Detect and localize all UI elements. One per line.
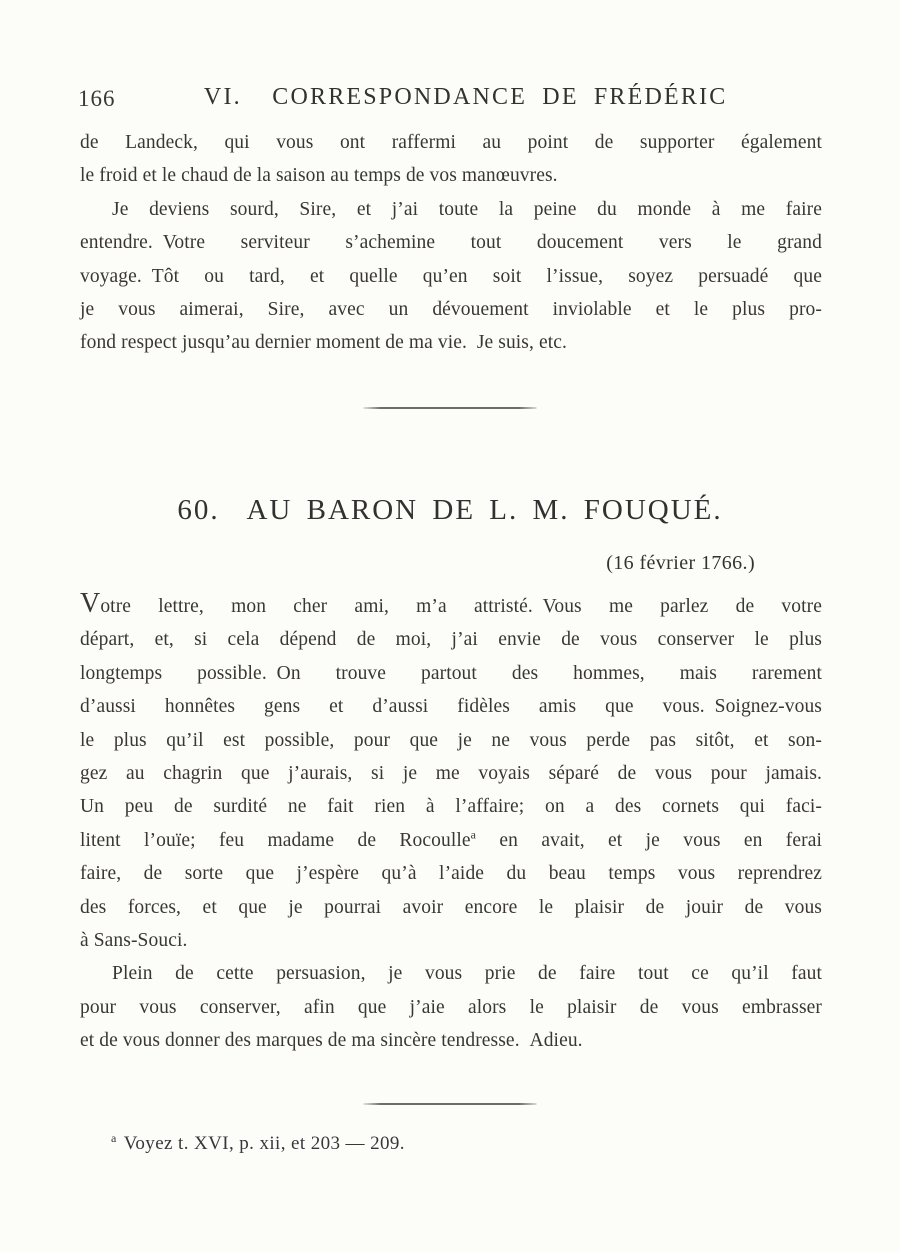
text-line: Votre lettre, mon cher ami, m’a attristé. Vous me parlez de votre bbox=[80, 588, 822, 619]
paragraph bbox=[80, 126, 822, 193]
paragraph bbox=[80, 590, 822, 957]
text-line: je vous aimerai, Sire, avec un dévouement inviolable et le plus pro- bbox=[80, 299, 822, 321]
running-header-title: VI. CORRESPONDANCE DE FRÉDÉRIC bbox=[203, 84, 728, 110]
footnote-text: Voyez t. XVI, p. xii, et 203 — 209. bbox=[123, 1133, 405, 1154]
footnote-marker: a bbox=[111, 1130, 117, 1145]
page-number: 166 bbox=[78, 86, 116, 111]
section-divider bbox=[364, 407, 537, 409]
paragraph bbox=[80, 193, 822, 360]
running-header bbox=[0, 84, 900, 114]
text-line: de Landeck, qui vous ont raffermi au point de supporter également bbox=[80, 132, 822, 153]
letter-60-date: (16 février 1766.) bbox=[606, 552, 755, 574]
initial-capital: V bbox=[80, 588, 101, 619]
text-line: le froid et le chaud de la saison au temps de vos manœuvres. bbox=[80, 165, 558, 187]
footnote-divider bbox=[364, 1103, 537, 1105]
text-line: à Sans-Souci. bbox=[80, 930, 188, 952]
text-line: voyage. Tôt ou tard, et quelle qu’en soit l’issue, soyez persuadé que bbox=[80, 265, 822, 287]
text-line: entendre. Votre serviteur s’achemine tout doucement vers le grand bbox=[80, 232, 822, 254]
text-line: Je deviens sourd, Sire, et j’ai toute la peine du monde à me faire bbox=[112, 198, 822, 220]
text-line: longtemps possible. On trouve partout des hommes, mais rarement bbox=[80, 662, 822, 684]
paragraph bbox=[80, 957, 822, 1057]
text-line: Un peu de surdité ne fait rien à l’affaire; on a des cornets qui faci- bbox=[80, 796, 822, 818]
text-line: fond respect jusqu’au dernier moment de ma vie. Je suis, etc. bbox=[80, 332, 567, 354]
text-line: faire, de sorte que j’espère qu’à l’aide du beau temps vous reprendrez bbox=[80, 863, 822, 885]
letter-59-continuation bbox=[80, 126, 822, 360]
text-line: départ, et, si cela dépend de moi, j’ai envie de vous conserver le plus bbox=[80, 629, 822, 651]
letter-60-body bbox=[80, 590, 822, 1058]
footnote bbox=[80, 1130, 822, 1155]
text-line: d’aussi honnêtes gens et d’aussi fidèles amis que vous. Soignez-vous bbox=[80, 696, 822, 718]
text-line: des forces, et que je pourrai avoir encore le plaisir de jouir de vous bbox=[80, 896, 822, 918]
footnote-ref: a bbox=[470, 827, 477, 842]
text-line: le plus qu’il est possible, pour que je ne vous perde pas sitôt, et son- bbox=[80, 729, 822, 751]
text-line: Plein de cette persuasion, je vous prie de faire tout ce qu’il faut bbox=[112, 963, 822, 985]
letter-60-heading: 60. AU BARON DE L. M. FOUQUÉ. bbox=[177, 494, 723, 526]
text-line: litent l’ouïe; feu madame de Rocoulle$^a$ en avait, et je vous en ferai bbox=[80, 827, 823, 851]
text-line: pour vous conserver, afin que j’aie alors le plaisir de vous embrasser bbox=[80, 996, 822, 1018]
text-line: et de vous donner des marques de ma sincère tendresse. Adieu. bbox=[80, 1030, 583, 1052]
text-line: gez au chagrin que j’aurais, si je me voyais séparé de vous pour jamais. bbox=[80, 763, 822, 785]
